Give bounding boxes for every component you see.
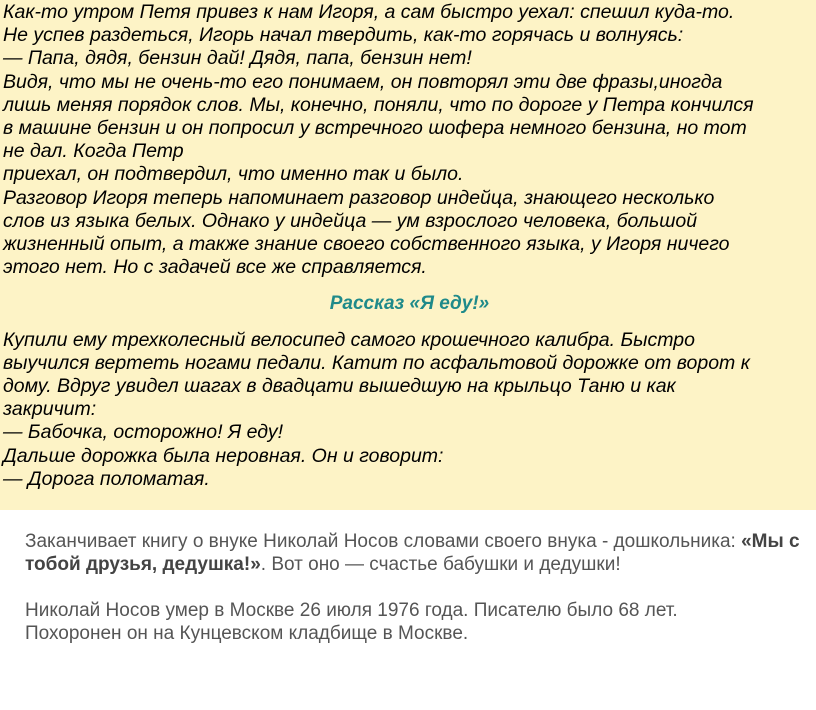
story-line: Как-то утром Петя привез к нам Игоря, а сам быстро уехал: спешил куда-то.: [3, 1, 735, 23]
death-line-1: Николай Носов умер в Москве 26 июля 1976 года. Писателю было 68 лет.: [25, 600, 678, 621]
death-line-2: Похоронен он на Кунцевском кладбище в Москве.: [25, 623, 469, 644]
story-line: Не успев раздеться, Игорь начал твердить, как-то горячась и волнуясь:: [3, 24, 684, 47]
story-line: — Дорога поломатая.: [3, 467, 210, 490]
story-line: выучился вертеть ногами педали. Катит по асфальтовой дорожке от ворот к: [3, 351, 750, 374]
story-line: Дальше дорожка была неровная. Он и говорит:: [3, 444, 444, 467]
footer-paragraph-quote: [25, 530, 805, 576]
footer-text-before: Заканчивает книгу о внуке Николай Носов словами своего внука - дошкольника:: [25, 531, 742, 552]
story-line: приехал, он подтвердил, что именно так и было.: [3, 163, 464, 186]
story-line: не дал. Когда Петр: [3, 140, 184, 163]
story-line: жизненный опыт, а также знание своего собственного языка, у Игоря ничего: [3, 233, 730, 256]
footer-text-after: . Вот оно — счастье бабушки и дедушки!: [260, 554, 621, 575]
story-line: Купили ему трехколесный велосипед самого крошечного калибра. Быстро: [3, 328, 695, 351]
story-line: дому. Вдруг увидел шагах в двадцати вышедшую на крыльцо Таню и как: [3, 375, 676, 398]
story-part1: [3, 0, 816, 279]
story-line: этого нет. Но с задачей все же справляется.: [3, 256, 427, 279]
story-line: — Папа, дядя, бензин дай! Дядя, папа, бензин нет!: [3, 47, 472, 70]
footer-paragraph-death: [25, 599, 805, 645]
story-line: в машине бензин и он попросил у встречного шофера немного бензина, но тот: [3, 117, 747, 140]
grandson-quote: «Мы с тобой друзья, дедушка!»: [25, 531, 800, 575]
story-line: лишь меняя порядок слов. Мы, конечно, поняли, что по дороге у Петра кончился: [3, 93, 754, 116]
story-line: закричит:: [3, 398, 97, 421]
story-line: слов из языка белых. Однако у индейца — ум взрослого человека, большой: [3, 209, 698, 232]
story-line: Разговор Игоря теперь напоминает разговор индейца, знающего несколько: [3, 186, 715, 209]
story-line: Видя, что мы не очень-то его понимаем, он повторял эти две фразы,иногда: [3, 70, 723, 93]
story-part2: [3, 329, 816, 491]
footer-text: [25, 530, 805, 645]
story-title: Рассказ «Я еду!»: [329, 293, 490, 315]
story-line: — Бабочка, осторожно! Я еду!: [3, 421, 283, 444]
